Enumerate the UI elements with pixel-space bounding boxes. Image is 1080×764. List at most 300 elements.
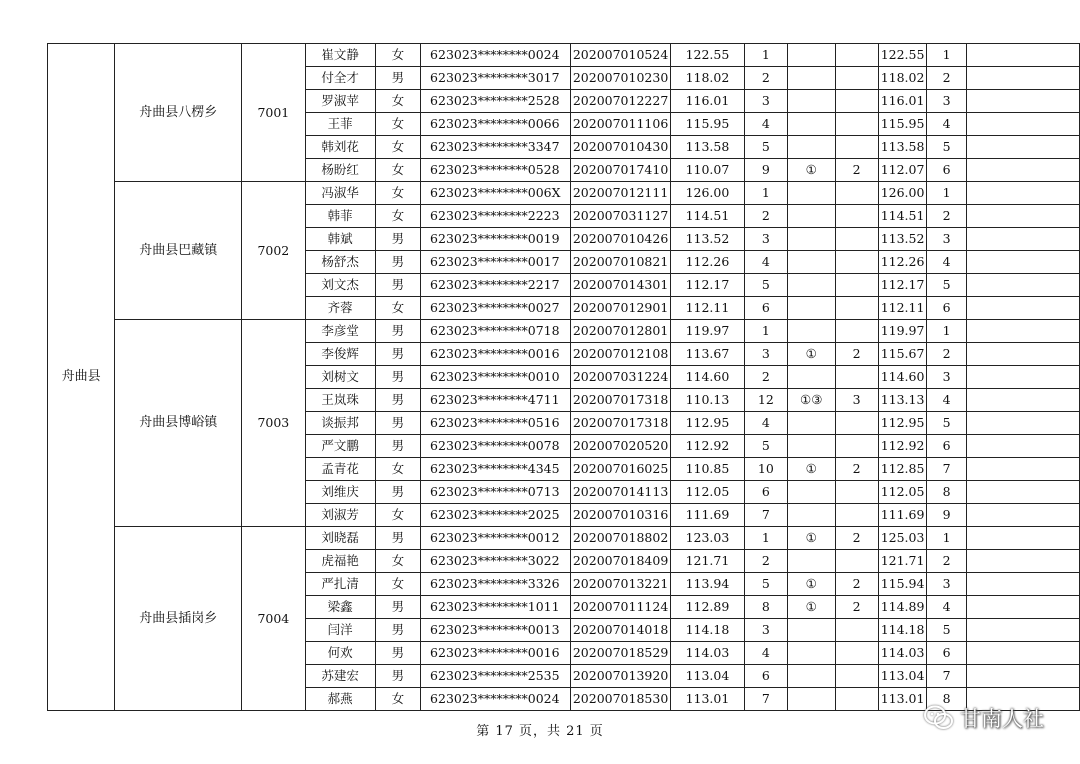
remarks-cell bbox=[966, 504, 1079, 527]
bonus-code-cell bbox=[788, 688, 835, 711]
remarks-cell bbox=[966, 113, 1079, 136]
name-cell: 崔文静 bbox=[305, 44, 375, 67]
written-rank-cell: 5 bbox=[744, 435, 787, 458]
total-rank-cell: 2 bbox=[927, 67, 966, 90]
written-rank-cell: 2 bbox=[744, 366, 787, 389]
written-rank-cell: 1 bbox=[744, 44, 787, 67]
id-number-cell: 623023********2223 bbox=[421, 205, 571, 228]
remarks-cell bbox=[966, 527, 1079, 550]
township-cell: 舟曲县博峪镇 bbox=[115, 320, 242, 527]
bonus-points-cell bbox=[835, 90, 878, 113]
id-number-cell: 623023********0024 bbox=[421, 44, 571, 67]
exam-number-cell: 202007031127 bbox=[570, 205, 670, 228]
total-rank-cell: 3 bbox=[927, 228, 966, 251]
gender-cell: 女 bbox=[375, 44, 420, 67]
bonus-code-cell bbox=[788, 136, 835, 159]
total-score-cell: 114.03 bbox=[878, 642, 927, 665]
bonus-code-cell: ① bbox=[788, 527, 835, 550]
bonus-points-cell bbox=[835, 113, 878, 136]
bonus-points-cell: 2 bbox=[835, 458, 878, 481]
id-number-cell: 623023********0713 bbox=[421, 481, 571, 504]
gender-cell: 女 bbox=[375, 550, 420, 573]
total-score-cell: 112.95 bbox=[878, 412, 927, 435]
written-score-cell: 122.55 bbox=[671, 44, 744, 67]
bonus-points-cell bbox=[835, 67, 878, 90]
exam-number-cell: 202007010524 bbox=[570, 44, 670, 67]
gender-cell: 女 bbox=[375, 458, 420, 481]
name-cell: 李俊辉 bbox=[305, 343, 375, 366]
written-score-cell: 121.71 bbox=[671, 550, 744, 573]
total-score-cell: 115.94 bbox=[878, 573, 927, 596]
township-cell: 舟曲县插岗乡 bbox=[115, 527, 242, 711]
name-cell: 苏建宏 bbox=[305, 665, 375, 688]
total-score-cell: 119.97 bbox=[878, 320, 927, 343]
bonus-points-cell: 2 bbox=[835, 596, 878, 619]
total-rank-cell: 5 bbox=[927, 412, 966, 435]
bonus-points-cell bbox=[835, 205, 878, 228]
total-score-cell: 114.18 bbox=[878, 619, 927, 642]
total-score-cell: 115.67 bbox=[878, 343, 927, 366]
table-row bbox=[48, 44, 1080, 67]
total-score-cell: 112.11 bbox=[878, 297, 927, 320]
id-number-cell: 623023********0017 bbox=[421, 251, 571, 274]
written-score-cell: 113.01 bbox=[671, 688, 744, 711]
gender-cell: 女 bbox=[375, 504, 420, 527]
gender-cell: 男 bbox=[375, 527, 420, 550]
bonus-code-cell bbox=[788, 182, 835, 205]
bonus-points-cell bbox=[835, 320, 878, 343]
exam-number-cell: 202007016025 bbox=[570, 458, 670, 481]
total-score-cell: 115.95 bbox=[878, 113, 927, 136]
bonus-code-cell bbox=[788, 228, 835, 251]
remarks-cell bbox=[966, 389, 1079, 412]
total-rank-cell: 4 bbox=[927, 596, 966, 619]
watermark bbox=[924, 703, 1044, 733]
remarks-cell bbox=[966, 297, 1079, 320]
gender-cell: 男 bbox=[375, 412, 420, 435]
written-rank-cell: 12 bbox=[744, 389, 787, 412]
bonus-code-cell: ① bbox=[788, 343, 835, 366]
written-rank-cell: 4 bbox=[744, 642, 787, 665]
written-rank-cell: 2 bbox=[744, 205, 787, 228]
exam-number-cell: 202007018409 bbox=[570, 550, 670, 573]
id-number-cell: 623023********0066 bbox=[421, 113, 571, 136]
total-score-cell: 114.60 bbox=[878, 366, 927, 389]
name-cell: 杨舒杰 bbox=[305, 251, 375, 274]
total-score-cell: 116.01 bbox=[878, 90, 927, 113]
remarks-cell bbox=[966, 159, 1079, 182]
remarks-cell bbox=[966, 228, 1079, 251]
id-number-cell: 623023********0516 bbox=[421, 412, 571, 435]
total-score-cell: 114.89 bbox=[878, 596, 927, 619]
remarks-cell bbox=[966, 573, 1079, 596]
bonus-points-cell bbox=[835, 44, 878, 67]
bonus-points-cell bbox=[835, 228, 878, 251]
written-score-cell: 114.51 bbox=[671, 205, 744, 228]
written-rank-cell: 3 bbox=[744, 228, 787, 251]
written-rank-cell: 2 bbox=[744, 550, 787, 573]
gender-cell: 女 bbox=[375, 182, 420, 205]
bonus-code-cell: ①③ bbox=[788, 389, 835, 412]
total-score-cell: 112.26 bbox=[878, 251, 927, 274]
name-cell: 虎福艳 bbox=[305, 550, 375, 573]
total-rank-cell: 4 bbox=[927, 113, 966, 136]
gender-cell: 女 bbox=[375, 113, 420, 136]
remarks-cell bbox=[966, 458, 1079, 481]
total-score-cell: 111.69 bbox=[878, 504, 927, 527]
gender-cell: 女 bbox=[375, 159, 420, 182]
total-rank-cell: 9 bbox=[927, 504, 966, 527]
wechat-icon bbox=[924, 705, 954, 731]
name-cell: 王岚珠 bbox=[305, 389, 375, 412]
name-cell: 罗淑苹 bbox=[305, 90, 375, 113]
gender-cell: 女 bbox=[375, 136, 420, 159]
exam-number-cell: 202007011106 bbox=[570, 113, 670, 136]
total-rank-cell: 2 bbox=[927, 205, 966, 228]
remarks-cell bbox=[966, 435, 1079, 458]
township-cell: 舟曲县八楞乡 bbox=[115, 44, 242, 182]
gender-cell: 女 bbox=[375, 688, 420, 711]
written-score-cell: 114.60 bbox=[671, 366, 744, 389]
name-cell: 韩刘花 bbox=[305, 136, 375, 159]
bonus-code-cell bbox=[788, 297, 835, 320]
exam-number-cell: 202007018802 bbox=[570, 527, 670, 550]
total-score-cell: 121.71 bbox=[878, 550, 927, 573]
bonus-code-cell bbox=[788, 205, 835, 228]
position-code-cell: 7002 bbox=[242, 182, 305, 320]
written-score-cell: 112.92 bbox=[671, 435, 744, 458]
remarks-cell bbox=[966, 412, 1079, 435]
bonus-code-cell: ① bbox=[788, 573, 835, 596]
id-number-cell: 623023********0528 bbox=[421, 159, 571, 182]
bonus-code-cell: ① bbox=[788, 596, 835, 619]
bonus-code-cell bbox=[788, 665, 835, 688]
exam-number-cell: 202007013920 bbox=[570, 665, 670, 688]
gender-cell: 男 bbox=[375, 251, 420, 274]
written-score-cell: 112.89 bbox=[671, 596, 744, 619]
written-rank-cell: 1 bbox=[744, 527, 787, 550]
name-cell: 刘树文 bbox=[305, 366, 375, 389]
gender-cell: 女 bbox=[375, 90, 420, 113]
township-cell: 舟曲县巴藏镇 bbox=[115, 182, 242, 320]
id-number-cell: 623023********3347 bbox=[421, 136, 571, 159]
written-rank-cell: 6 bbox=[744, 297, 787, 320]
bonus-code-cell bbox=[788, 90, 835, 113]
bonus-points-cell: 2 bbox=[835, 159, 878, 182]
exam-number-cell: 202007014018 bbox=[570, 619, 670, 642]
id-number-cell: 623023********2025 bbox=[421, 504, 571, 527]
total-rank-cell: 2 bbox=[927, 550, 966, 573]
exam-number-cell: 202007010430 bbox=[570, 136, 670, 159]
total-score-cell: 113.58 bbox=[878, 136, 927, 159]
total-score-cell: 118.02 bbox=[878, 67, 927, 90]
exam-number-cell: 202007014301 bbox=[570, 274, 670, 297]
written-score-cell: 115.95 bbox=[671, 113, 744, 136]
written-rank-cell: 7 bbox=[744, 688, 787, 711]
total-rank-cell: 5 bbox=[927, 136, 966, 159]
bonus-points-cell bbox=[835, 665, 878, 688]
name-cell: 梁鑫 bbox=[305, 596, 375, 619]
id-number-cell: 623023********0718 bbox=[421, 320, 571, 343]
exam-number-cell: 202007020520 bbox=[570, 435, 670, 458]
exam-number-cell: 202007012801 bbox=[570, 320, 670, 343]
total-rank-cell: 1 bbox=[927, 527, 966, 550]
written-score-cell: 113.04 bbox=[671, 665, 744, 688]
id-number-cell: 623023********0078 bbox=[421, 435, 571, 458]
bonus-points-cell: 2 bbox=[835, 527, 878, 550]
written-rank-cell: 4 bbox=[744, 251, 787, 274]
total-rank-cell: 6 bbox=[927, 435, 966, 458]
bonus-points-cell bbox=[835, 251, 878, 274]
gender-cell: 男 bbox=[375, 642, 420, 665]
bonus-code-cell bbox=[788, 619, 835, 642]
total-score-cell: 112.92 bbox=[878, 435, 927, 458]
id-number-cell: 623023********0013 bbox=[421, 619, 571, 642]
exam-number-cell: 202007017410 bbox=[570, 159, 670, 182]
written-rank-cell: 9 bbox=[744, 159, 787, 182]
total-score-cell: 112.07 bbox=[878, 159, 927, 182]
id-number-cell: 623023********1011 bbox=[421, 596, 571, 619]
total-rank-cell: 6 bbox=[927, 297, 966, 320]
name-cell: 闫洋 bbox=[305, 619, 375, 642]
gender-cell: 女 bbox=[375, 205, 420, 228]
total-rank-cell: 7 bbox=[927, 458, 966, 481]
written-score-cell: 112.95 bbox=[671, 412, 744, 435]
name-cell: 谈振邦 bbox=[305, 412, 375, 435]
candidate-score-table bbox=[47, 43, 1080, 711]
position-code-cell: 7001 bbox=[242, 44, 305, 182]
id-number-cell: 623023********3017 bbox=[421, 67, 571, 90]
written-score-cell: 113.58 bbox=[671, 136, 744, 159]
remarks-cell bbox=[966, 251, 1079, 274]
bonus-points-cell bbox=[835, 412, 878, 435]
exam-number-cell: 202007017318 bbox=[570, 412, 670, 435]
remarks-cell bbox=[966, 320, 1079, 343]
bonus-code-cell bbox=[788, 481, 835, 504]
bonus-points-cell bbox=[835, 366, 878, 389]
written-rank-cell: 4 bbox=[744, 113, 787, 136]
written-rank-cell: 1 bbox=[744, 182, 787, 205]
bonus-code-cell bbox=[788, 67, 835, 90]
total-rank-cell: 1 bbox=[927, 44, 966, 67]
name-cell: 杨盼红 bbox=[305, 159, 375, 182]
written-rank-cell: 8 bbox=[744, 596, 787, 619]
total-rank-cell: 3 bbox=[927, 573, 966, 596]
bonus-points-cell: 2 bbox=[835, 573, 878, 596]
written-score-cell: 119.97 bbox=[671, 320, 744, 343]
id-number-cell: 623023********0019 bbox=[421, 228, 571, 251]
exam-number-cell: 202007012111 bbox=[570, 182, 670, 205]
exam-number-cell: 202007010426 bbox=[570, 228, 670, 251]
written-score-cell: 113.67 bbox=[671, 343, 744, 366]
id-number-cell: 623023********0027 bbox=[421, 297, 571, 320]
page-number: 第 17 页，共 21 页 bbox=[476, 724, 604, 739]
written-score-cell: 110.85 bbox=[671, 458, 744, 481]
written-score-cell: 114.03 bbox=[671, 642, 744, 665]
bonus-code-cell bbox=[788, 435, 835, 458]
exam-number-cell: 202007011124 bbox=[570, 596, 670, 619]
written-rank-cell: 5 bbox=[744, 274, 787, 297]
name-cell: 冯淑华 bbox=[305, 182, 375, 205]
written-score-cell: 110.13 bbox=[671, 389, 744, 412]
bonus-points-cell bbox=[835, 550, 878, 573]
written-rank-cell: 10 bbox=[744, 458, 787, 481]
total-rank-cell: 2 bbox=[927, 343, 966, 366]
remarks-cell bbox=[966, 44, 1079, 67]
gender-cell: 男 bbox=[375, 366, 420, 389]
written-score-cell: 123.03 bbox=[671, 527, 744, 550]
name-cell: 刘淑芳 bbox=[305, 504, 375, 527]
written-score-cell: 112.11 bbox=[671, 297, 744, 320]
name-cell: 郝燕 bbox=[305, 688, 375, 711]
bonus-points-cell bbox=[835, 504, 878, 527]
written-score-cell: 113.94 bbox=[671, 573, 744, 596]
written-rank-cell: 3 bbox=[744, 90, 787, 113]
table-row bbox=[48, 320, 1080, 343]
written-score-cell: 116.01 bbox=[671, 90, 744, 113]
id-number-cell: 623023********4345 bbox=[421, 458, 571, 481]
total-score-cell: 113.13 bbox=[878, 389, 927, 412]
bonus-points-cell bbox=[835, 688, 878, 711]
id-number-cell: 623023********0016 bbox=[421, 343, 571, 366]
remarks-cell bbox=[966, 619, 1079, 642]
bonus-code-cell bbox=[788, 366, 835, 389]
gender-cell: 女 bbox=[375, 297, 420, 320]
gender-cell: 男 bbox=[375, 67, 420, 90]
written-rank-cell: 6 bbox=[744, 665, 787, 688]
written-rank-cell: 3 bbox=[744, 619, 787, 642]
total-rank-cell: 3 bbox=[927, 366, 966, 389]
written-rank-cell: 1 bbox=[744, 320, 787, 343]
name-cell: 刘文杰 bbox=[305, 274, 375, 297]
name-cell: 刘维庆 bbox=[305, 481, 375, 504]
remarks-cell bbox=[966, 642, 1079, 665]
written-rank-cell: 6 bbox=[744, 481, 787, 504]
id-number-cell: 623023********2528 bbox=[421, 90, 571, 113]
bonus-code-cell bbox=[788, 44, 835, 67]
bonus-points-cell bbox=[835, 274, 878, 297]
written-score-cell: 110.07 bbox=[671, 159, 744, 182]
exam-number-cell: 202007010821 bbox=[570, 251, 670, 274]
written-rank-cell: 3 bbox=[744, 343, 787, 366]
bonus-points-cell bbox=[835, 642, 878, 665]
name-cell: 韩斌 bbox=[305, 228, 375, 251]
name-cell: 何欢 bbox=[305, 642, 375, 665]
gender-cell: 男 bbox=[375, 320, 420, 343]
exam-number-cell: 202007013221 bbox=[570, 573, 670, 596]
id-number-cell: 623023********3326 bbox=[421, 573, 571, 596]
bonus-code-cell bbox=[788, 251, 835, 274]
gender-cell: 男 bbox=[375, 389, 420, 412]
position-code-cell: 7003 bbox=[242, 320, 305, 527]
bonus-code-cell bbox=[788, 113, 835, 136]
exam-number-cell: 202007010230 bbox=[570, 67, 670, 90]
exam-number-cell: 202007012108 bbox=[570, 343, 670, 366]
id-number-cell: 623023********0010 bbox=[421, 366, 571, 389]
written-rank-cell: 2 bbox=[744, 67, 787, 90]
position-code-cell: 7004 bbox=[242, 527, 305, 711]
exam-number-cell: 202007018529 bbox=[570, 642, 670, 665]
bonus-code-cell bbox=[788, 504, 835, 527]
bonus-points-cell bbox=[835, 619, 878, 642]
name-cell: 韩菲 bbox=[305, 205, 375, 228]
table-row bbox=[48, 527, 1080, 550]
name-cell: 刘晓磊 bbox=[305, 527, 375, 550]
bonus-code-cell bbox=[788, 274, 835, 297]
total-rank-cell: 4 bbox=[927, 251, 966, 274]
name-cell: 王菲 bbox=[305, 113, 375, 136]
written-score-cell: 126.00 bbox=[671, 182, 744, 205]
remarks-cell bbox=[966, 550, 1079, 573]
gender-cell: 男 bbox=[375, 274, 420, 297]
remarks-cell bbox=[966, 596, 1079, 619]
remarks-cell bbox=[966, 481, 1079, 504]
total-rank-cell: 1 bbox=[927, 320, 966, 343]
id-number-cell: 623023********0024 bbox=[421, 688, 571, 711]
exam-number-cell: 202007012227 bbox=[570, 90, 670, 113]
total-rank-cell: 4 bbox=[927, 389, 966, 412]
written-rank-cell: 4 bbox=[744, 412, 787, 435]
total-rank-cell: 6 bbox=[927, 159, 966, 182]
remarks-cell bbox=[966, 366, 1079, 389]
id-number-cell: 623023********2217 bbox=[421, 274, 571, 297]
remarks-cell bbox=[966, 90, 1079, 113]
name-cell: 齐蓉 bbox=[305, 297, 375, 320]
bonus-code-cell bbox=[788, 550, 835, 573]
name-cell: 孟青花 bbox=[305, 458, 375, 481]
total-score-cell: 113.04 bbox=[878, 665, 927, 688]
bonus-code-cell: ① bbox=[788, 159, 835, 182]
gender-cell: 男 bbox=[375, 481, 420, 504]
gender-cell: 男 bbox=[375, 343, 420, 366]
exam-number-cell: 202007031224 bbox=[570, 366, 670, 389]
written-score-cell: 112.26 bbox=[671, 251, 744, 274]
id-number-cell: 623023********006X bbox=[421, 182, 571, 205]
name-cell: 李彦堂 bbox=[305, 320, 375, 343]
total-score-cell: 112.17 bbox=[878, 274, 927, 297]
gender-cell: 男 bbox=[375, 665, 420, 688]
gender-cell: 男 bbox=[375, 435, 420, 458]
gender-cell: 男 bbox=[375, 596, 420, 619]
id-number-cell: 623023********4711 bbox=[421, 389, 571, 412]
bonus-code-cell bbox=[788, 642, 835, 665]
total-rank-cell: 5 bbox=[927, 274, 966, 297]
id-number-cell: 623023********0012 bbox=[421, 527, 571, 550]
written-score-cell: 114.18 bbox=[671, 619, 744, 642]
total-score-cell: 125.03 bbox=[878, 527, 927, 550]
remarks-cell bbox=[966, 205, 1079, 228]
total-rank-cell: 6 bbox=[927, 642, 966, 665]
total-rank-cell: 1 bbox=[927, 182, 966, 205]
name-cell: 严文鹏 bbox=[305, 435, 375, 458]
id-number-cell: 623023********2535 bbox=[421, 665, 571, 688]
exam-number-cell: 202007012901 bbox=[570, 297, 670, 320]
written-rank-cell: 5 bbox=[744, 573, 787, 596]
remarks-cell bbox=[966, 665, 1079, 688]
total-rank-cell: 8 bbox=[927, 688, 966, 711]
remarks-cell bbox=[966, 343, 1079, 366]
total-score-cell: 122.55 bbox=[878, 44, 927, 67]
written-rank-cell: 7 bbox=[744, 504, 787, 527]
bonus-points-cell bbox=[835, 481, 878, 504]
written-score-cell: 111.69 bbox=[671, 504, 744, 527]
written-score-cell: 118.02 bbox=[671, 67, 744, 90]
exam-number-cell: 202007018530 bbox=[570, 688, 670, 711]
total-score-cell: 113.01 bbox=[878, 688, 927, 711]
county-cell: 舟曲县 bbox=[48, 44, 115, 711]
gender-cell: 女 bbox=[375, 573, 420, 596]
exam-number-cell: 202007014113 bbox=[570, 481, 670, 504]
